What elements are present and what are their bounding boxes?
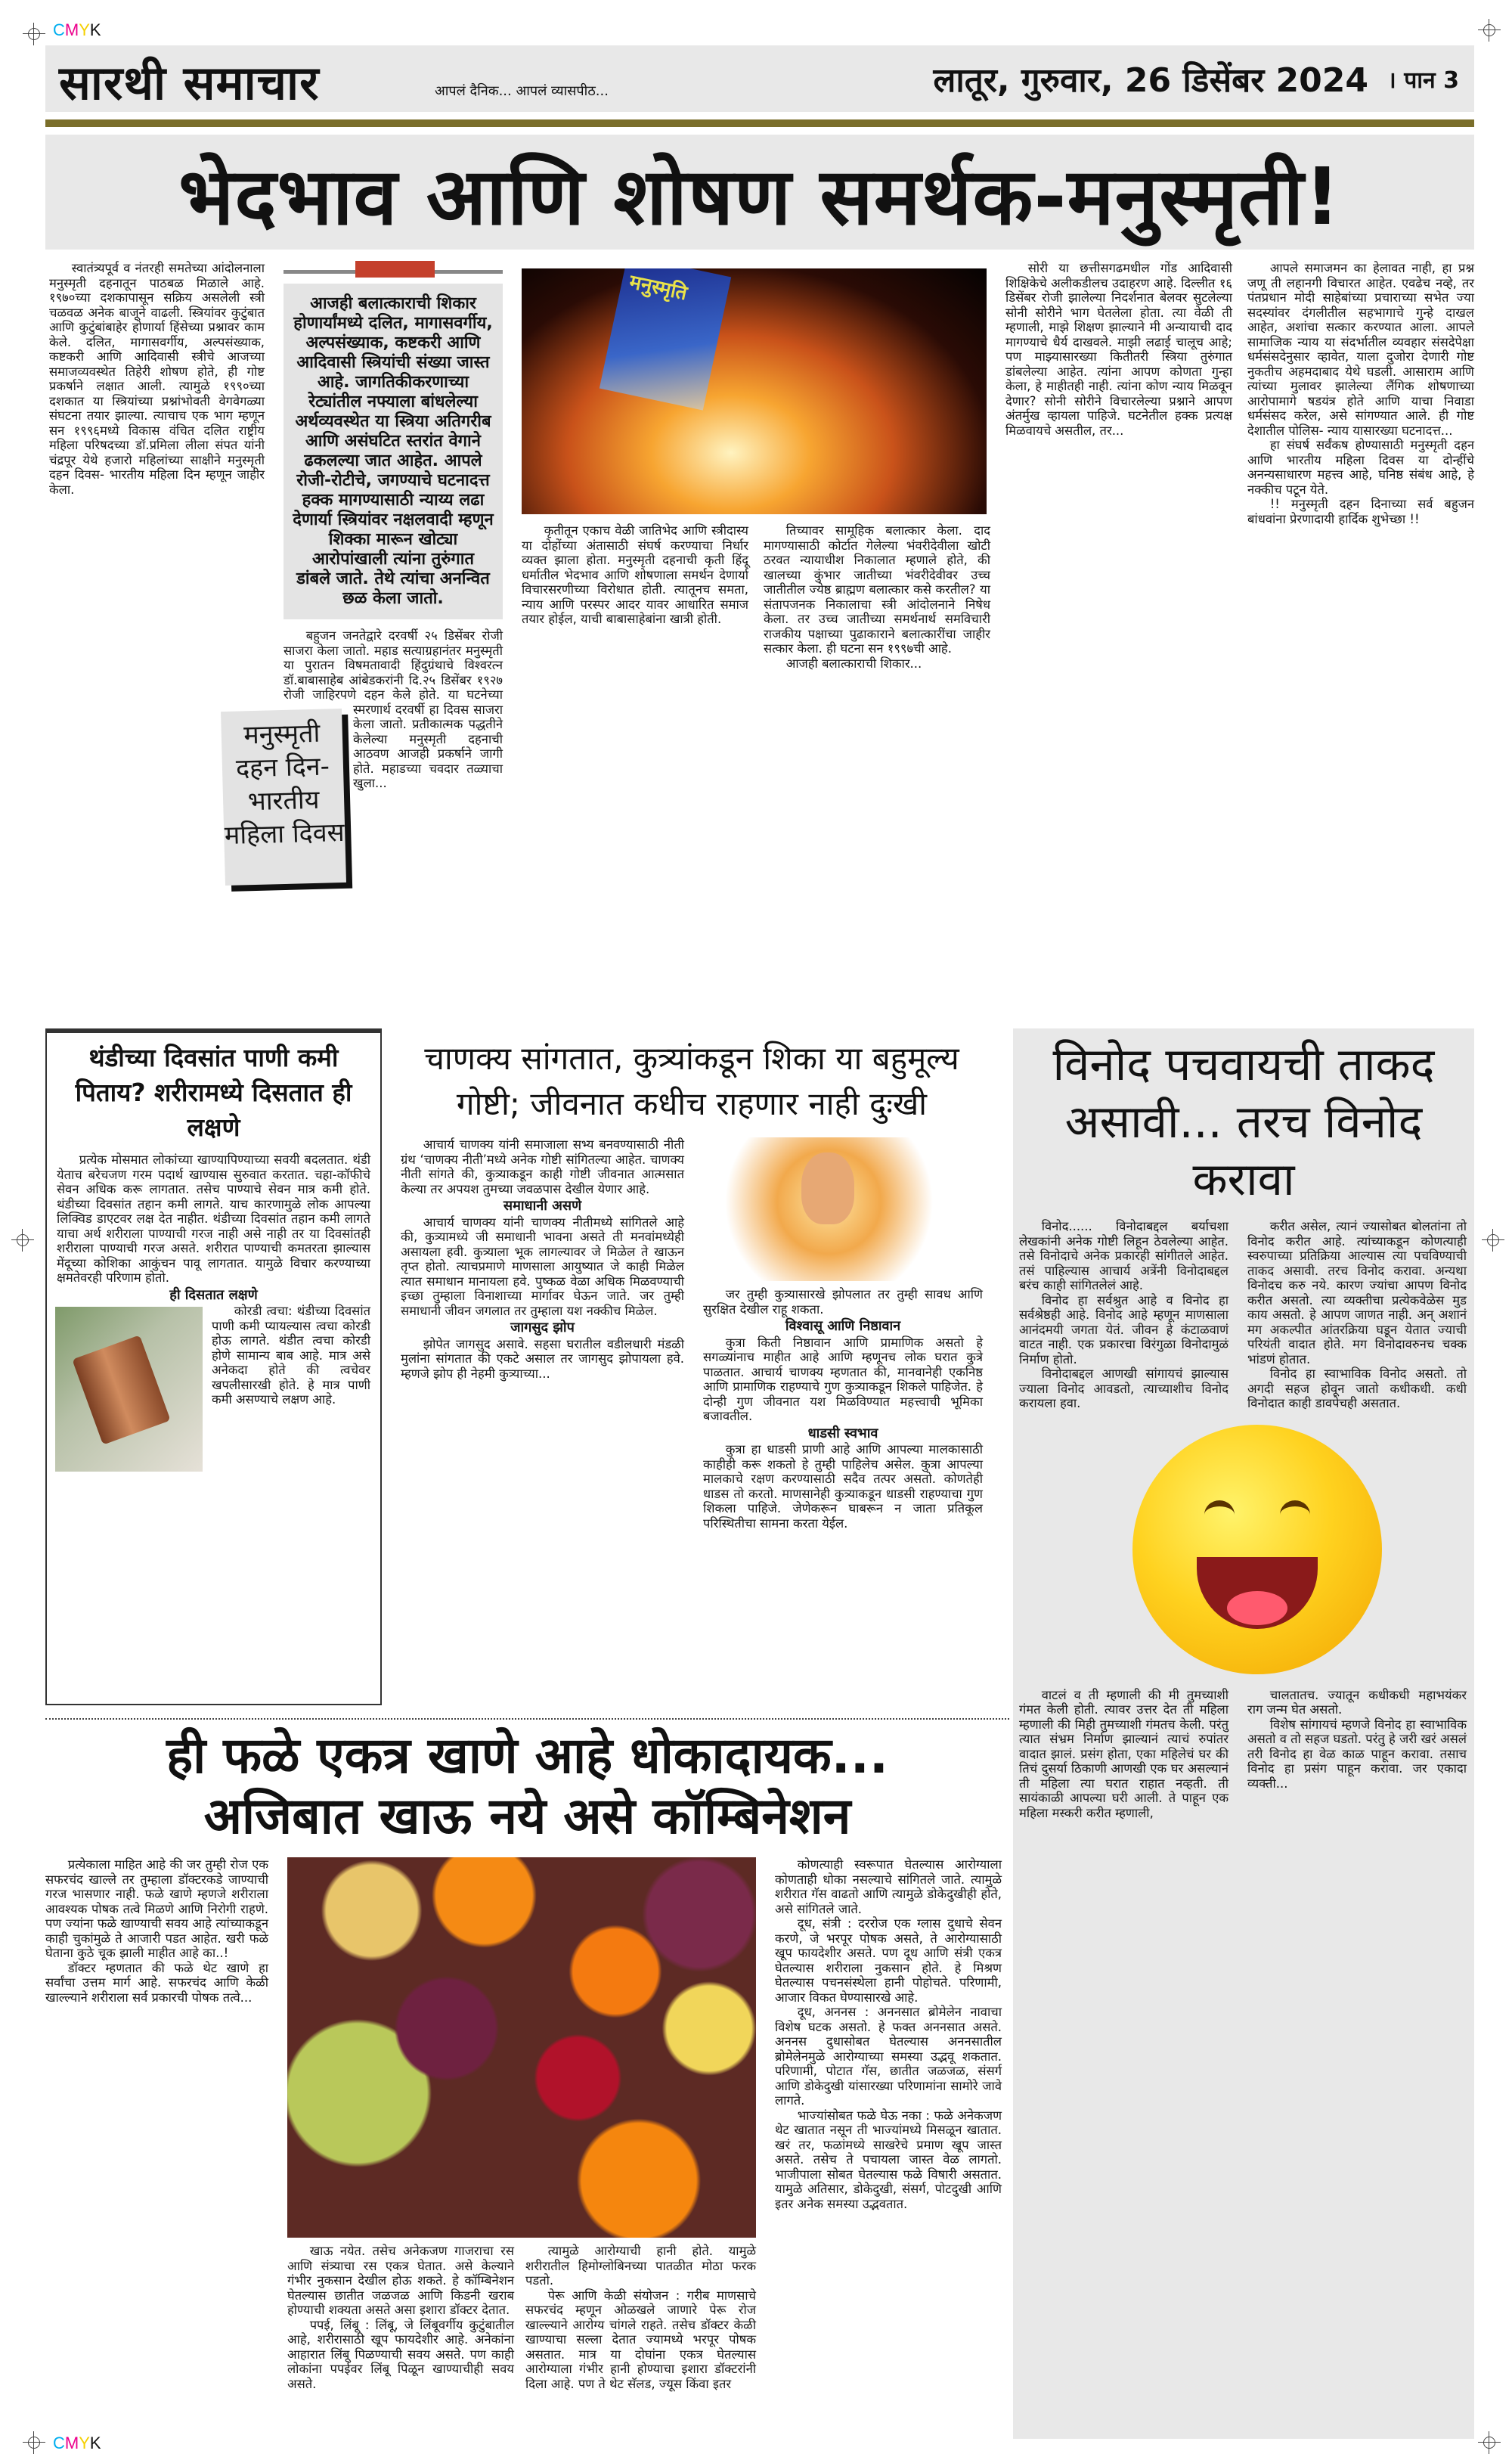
lead-headline: भेदभाव आणि शोषण समर्थक-मनुस्मृती! — [178, 150, 1341, 243]
paragraph: विनोद...... विनोदाबद्दल बर्याचशा लेखकांनी अनेक गोष्टी लिहून ठेवलेल्या आहेत. तसे विनोदाचे अनेक प्रकारही सांगीतले आहेत. तसं पाहिल्यास आचार्य अत्रेंनी विनोदाबद्दल बरंच काही सांगितलेलं आहे. — [1019, 1219, 1228, 1292]
lead-column-3 — [522, 523, 748, 627]
paragraph: डॉक्टर म्हणतात की फळे थेट खाणे हा सर्वांचा उत्तम मार्ग आहे. सफरचंद आणि केळी खाल्ल्याने शरीराला सर्व प्रकारची पोषक तत्वे... — [45, 1960, 268, 2005]
fruits-headline-line-2: अजिबात खाऊ नये असे कॉम्बिनेशन — [203, 1787, 851, 1845]
fruits-article — [45, 1718, 1009, 2391]
cmyk-mark — [53, 20, 101, 40]
paragraph-list — [1247, 1219, 1467, 1411]
fruits-middle — [287, 1857, 756, 2391]
paragraph: दूध, अननस : अननसात ब्रोमेलेन नावाचा विशेष घटक असतो. हे फक्त अननसात असते. अननस दुधासोबत घेतल्यास अननसातील ब्रोमेलेनमुळे आरोग्याच्या समस्या उद्भवू शकतात. परिणामी, पोटात गॅस, छातीत जळजळ, संसर्ग आणि डोकेदुखी यांसारख्या परिणामांना सामोरे जावे लागते. — [775, 2005, 1002, 2108]
vinod-article-box — [1013, 1028, 1474, 2439]
chanakya-headline: चाणक्य सांगतात, कुत्र्यांकडून शिका या बहुमूल्य गोष्टी; जीवनात कधीच राहणार नाही दुःखी — [424, 1040, 959, 1122]
cmyk-c: C — [53, 20, 65, 39]
pull-quote-box — [284, 284, 503, 619]
copper-jug-photo — [55, 1307, 203, 1472]
paragraph: कुत्रा हा धाडसी प्राणी आहे आणि आपल्या मालकासाठी काहीही करू शकतो हे तुम्ही पाहिलेच असेल. कुत्रा आपल्या मालकाचे रक्षण करण्यासाठी सदैव तत्पर असतो. कोणतेही धाडस तो करतो. माणसानेही कुत्र्याकडून धाडसी राहण्याचा गुण शिकला पाहिजे. जेणेकरून घाबरून न जाता प्रतिकूल परिस्थितीचा सामना करता येईल. — [703, 1442, 983, 1531]
subheading: जागसुद झोप — [510, 1320, 575, 1335]
paragraph: भाज्यांसोबत फळे घेऊ नका : फळे अनेकजण थेट खातात नसून ती भाज्यांमध्ये मिसळून खातात. खरं तर, फळांमध्ये साखरेचे प्रमाण खूप जास्त असते. तसेच ते पचायला जास्त वेळ लागतो. भाजीपाला सोबत घेतल्यास फळे विषारी असतात. यामुळे अतिसार, डोकेदुखी, संसर्ग, पोटदुखी आणि इतर अनेक समस्या उद्भवतात. — [775, 2108, 1002, 2211]
pull-quote-header — [284, 261, 503, 284]
vinod-column-1 — [1019, 1219, 1228, 1411]
newspaper-tagline: आपलं दैनिक... आपलं व्यासपीठ... — [435, 83, 609, 99]
registration-mark-icon — [1478, 19, 1501, 42]
book-title: मनुस्मृति — [627, 271, 689, 306]
paragraph: हा संघर्ष सर्वंकष होण्यासाठी मनुस्मृती दहन आणि भारतीय महिला दिवस या दोन्हींचे अनन्यसाधारण महत्त्व आहे, घनिष्ठ संबंध आहे, हे नक्कीच पटून येते. — [1247, 438, 1474, 497]
water-article-box — [45, 1028, 382, 1705]
manusmriti-burning-photo — [522, 268, 987, 514]
paragraph: आचार्य चाणक्य यांनी चाणक्य नीतीमध्ये सांगितले आहे की, कुत्र्यामध्ये जी समाधानी भावना असते ती मनवांमध्येही असायला हवी. कुत्र्याला भूक लागल्यावर जे मिळेल ते खाऊन तृप्त होतो. त्याचप्रमाणे माणसाला आयुष्यात जे काही मिळेल त्यात समाधान मानायला हवे. पुष्कळ वेळा अधिक मिळवण्याची इच्छा तुम्हाला विनाशाच्या मार्गावर घेऊन जाते. जर तुम्ही समाधानी जीवन जगलात तर तुम्हाला यश नक्कीच मिळेल. — [401, 1214, 684, 1318]
fruits-column-3 — [525, 2244, 756, 2391]
cmyk-m: M — [64, 2434, 79, 2452]
paragraph-list — [49, 261, 265, 497]
lead-column-5 — [1005, 261, 1232, 438]
paragraph-list — [287, 2244, 514, 2391]
paragraph: विनोदाबद्दल आणखी सांगायचं झाल्यास ज्याला विनोद आवडतो, त्याच्याशीच विनोद करायला हवा. — [1019, 1366, 1228, 1410]
chanakya-column-1 — [401, 1137, 684, 1381]
paragraph-list — [1019, 1219, 1228, 1411]
page-number: । पान 3 — [1387, 67, 1459, 94]
subheading: समाधानी असणे — [503, 1198, 582, 1214]
paragraph-list — [1019, 1688, 1228, 1821]
paragraph: करीत असेल, त्यानं ज्यासोबत बोलतांना तो विनोद करीत आहे. त्यांच्याकडून कोणत्याही स्वरुपाच्या प्रतिक्रिया आल्यास त्या पचविण्याची ताकद असावी. तरच विनोद करावा. अन्यथा विनोदच करु नये. कारण ज्यांचा आपण विनोद करीत असतो. त्या व्यक्तीचा प्रत्येकवेळेस मुड काय असतो. हे आपण जाणत नाही. अन् अशानं मग अकल्पीत आंतरक्रिया घडून येतात ज्याची परियंती वादात होते. मग विनोदावरुनच चक्क भांडणं होतात. — [1247, 1219, 1467, 1366]
water-headline: थंडीच्या दिवसांत पाणी कमी पिताय? शरीरामध्ये दिसतात ही लक्षणे — [75, 1043, 352, 1142]
cmyk-y: Y — [79, 2434, 90, 2452]
paragraph: चालतातच. ज्यातून कधीकधी महाभयंकर राग जन्म घेत असतो. — [1247, 1687, 1467, 1717]
newspaper-title: सारथी समाचार — [59, 55, 320, 110]
paragraph-list — [1247, 1688, 1467, 1791]
paragraph: विनोद हा सर्वश्रुत आहे व विनोद हा सर्वश्रेष्ठही आहे. विनोद आहे म्हणून माणसाला आनंदमयी जगता येतं. जीवन हे कंटाळवाणं वाटत नाही. एक प्रकारचा विरंगुळा विनोदामुळं निर्माण होतो. — [1019, 1292, 1228, 1366]
cmyk-k: K — [89, 2434, 101, 2452]
paragraph: कृतीतून एकाच वेळी जातिभेद आणि स्त्रीदास्य या दोहोंच्या अंतासाठी संघर्ष करण्याचा निर्धार व्यक्त झाला होता. मनुस्मृती दहनाची कृती हिंदू धर्मातील भेदभाव आणि शोषणाला समर्थन देणार्या विचारसरणीच्या विरोधात होती. त्यातूनच समता, न्याय आणि परस्पर आदर यावर आधारित समाज तयार होईल, याची बाबासाहेबांना खात्री होती. — [522, 523, 748, 626]
chanakya-column-2 — [703, 1287, 983, 1531]
cmyk-m: M — [64, 20, 79, 39]
paragraph: कोणत्याही स्वरूपात घेतल्यास आरोग्याला कोणताही धोका नसल्याचे सांगितले जाते. त्यामुळे शरीरात गॅस वाढतो आणि त्यामुळे डोकेदुखीही होते, असे सांगितले जाते. — [775, 1857, 1002, 1916]
fruits-column-1 — [45, 1857, 268, 2005]
paragraph-list — [401, 1137, 684, 1381]
paragraph: प्रत्येकाला माहित आहे की जर तुम्ही रोज एक सफरचंद खाल्ले तर तुम्हाला डॉक्टरकडे जाण्याची गरज भासणार नाही. फळे खाणे म्हणजे शरीराला आवश्यक पोषक तत्वे मिळणे आणि निरोगी राहणे. पण ज्यांना फळे खाण्याची सवय आहे त्यांच्याकडून काही चुकांमुळे ते आजारी पडत आहेत. खरी फळे घेताना कुठे चूक झाली माहीत आहे का..! — [45, 1857, 268, 1960]
paragraph-list — [764, 523, 990, 671]
subheading: विश्वासू आणि निष्ठावान — [785, 1318, 901, 1334]
cmyk-c: C — [53, 2434, 65, 2452]
cmyk-mark — [53, 2434, 101, 2453]
water-article-text — [57, 1152, 370, 1407]
commemoration-title: मनुस्मृती दहन दिन- भारतीय महिला दिवस — [224, 718, 345, 852]
lead-column-2 — [224, 628, 503, 852]
mixed-fruits-photo — [287, 1857, 756, 2238]
paragraph: आपले समाजमन का हेलावत नाही, हा प्रश्न जणू ती लहानगी विचारत आहेत. एवढेच नव्हे, तर पंतप्रधान मोदी साहेबांच्या प्रचाराच्या सभेत ज्या सदस्यांवर दंगलीतील सहभागाचे गुन्हे दाखल आहेत, अशांचा सत्कार करण्यात आला. आपले सामाजिक न्याय या संदर्भातील व्यवहार संसदेपेक्षा धर्मसंसदेनुसार व्हावेत, याला दुजोरा देणारी गोष्ट नुकतीच अहमदाबाद येथे घडली. आसाराम आणि त्यांच्या मुलावर झालेल्या लैंगिक शोषणाच्या आरोपामागे षडयंत्र होते आणि याचा निवाडा धर्मसंसद करेल, असे सांगण्यात आले. ही गोष्ट देशातील पोलिस- न्याय यासारख्या घटनादत्त... — [1247, 261, 1474, 438]
vinod-column-4 — [1247, 1688, 1467, 1791]
cmyk-y: Y — [79, 20, 90, 39]
paragraph: विनोद हा स्वाभाविक विनोद असतो. तो अगदी सहज होवून जातो कधीकधी. कधी विनोदात काही डावपेचही असतात. — [1247, 1366, 1467, 1410]
paragraph-list — [522, 523, 748, 627]
chanakya-illustration — [703, 1137, 983, 1281]
paragraph: जर तुम्ही कुत्र्यासारखे झोपलात तर तुम्ही सावध आणि सुरक्षित देखील राहू शकता. — [703, 1287, 983, 1317]
pull-quote-tab — [355, 261, 435, 278]
vinod-column-2 — [1247, 1219, 1467, 1411]
paragraph: कुत्रा किती निष्ठावान आणि प्रामाणिक असतो हे सगळ्यांनाच माहीत आहे आणि म्हणूनच लोक घरात कुत्रे पाळतात. आचार्य चाणक्य म्हणतात की, मानवानेही एकनिष्ठ आणि प्रामाणिक राहण्याचे गुण कुत्र्याकडून शिकले पाहिजेत. हे दोन्ही गुण जीवनात यश मिळविण्यात महत्त्वाची भूमिका बजावतील. — [703, 1335, 983, 1423]
lead-column-6 — [1247, 261, 1474, 526]
paragraph: तिच्यावर सामूहिक बलात्कार केला. दाद मागण्यासाठी कोर्टात गेलेल्या भंवरीदेवीला खोटी ठरवत न्यायाधीश निकालात म्हणाले होते, की खालच्या कुंभार जातीच्या भंवरीदेवीवर उच्च जातीतील ज्येष्ठ ब्राह्मण बलात्कार कसे करतील? या संतापजनक निकालाचा स्त्री आंदोलनाने निषेध केला. तर उच्च जातीच्या समर्थनार्थ समविचारी राजकीय पक्षाच्या पुढाकाराने बलात्कारींचा जाहीर सत्कार केला. ही घटना सन १९९७ची आहे. — [764, 523, 990, 656]
fruits-headline — [45, 1726, 1009, 1847]
paragraph: खाऊ नयेत. तसेच अनेकजण गाजराचा रस आणि संत्र्याचा रस एकत्र घेतात. असे केल्याने गंभीर नुकसान देखील होऊ शकते. हे कॉम्बिनेशन घेतल्यास छातीत जळजळ आणि किडनी खराब होण्याची शक्यता असते असा इशारा डॉक्टर देतात. — [287, 2244, 514, 2317]
commemoration-box — [221, 709, 346, 886]
dateline: लातूर, गुरुवार, 26 डिसेंबर 2024 — [933, 61, 1368, 100]
subheading: ही दिसतात लक्षणे — [169, 1286, 258, 1303]
paragraph: त्यामुळे आरोग्याची हानी होते. यामुळे शरीरातील हिमोग्लोबिनच्या पातळीत मोठा फरक पडतो. — [525, 2244, 756, 2288]
paragraph: प्रत्येक मोसमात लोकांच्या खाण्यापिण्याच्या सवयी बदलतात. थंडी येताच बरेचजण गरम पदार्थ खाण्यास सुरुवात करतात. चहा-कॉफीचे सेवन अधिक करू लागतात. तसेच पाण्याचे सेवन मात्र कमी होते. थंडीच्या दिवसांत तहान कमी लागते. याच कारणामुळे लोक आपल्या लिक्विड डाएटवर लक्ष देत नाहीत. थंडीच्या दिवसांत तहान कमी लागते याचा अर्थ शरीराला पाण्याची गरज नाही असे नाही तर या दिवसांतही शरीराला पाण्याची गरज असते. शरीरात पाण्याची कमतरता झाल्यास मेंदूच्या कोशिका आकुंचन पावू लागतात. यामुळे विचार करण्याच्या क्षमतेवरही परिणाम होतो. — [57, 1152, 370, 1285]
paragraph: पपई, लिंबू : लिंबू, जे लिंबूवर्गीय कुटुंबातील आहे, शरीरासाठी खूप फायदेशीर आहे. अनेकांना आहारात लिंबू पिळण्याची सवय असते. पण काही लोकांना पपईवर लिंबू पिळून खाण्याचीही सवय असते. — [287, 2317, 514, 2391]
paragraph: आचार्य चाणक्य यांनी समाजाला सभ्य बनवण्यासाठी नीती ग्रंथ ‘चाणक्य नीती’मध्ये अनेक गोष्टी सांगितल्या आहेत. चाणक्य नीती सांगते की, कुत्र्याकडून काही गोष्टी जीवनात आत्मसात केल्या तर अपयश तुमच्या जवळपास देखील येणार आहे. — [401, 1137, 684, 1196]
paragraph: विशेष सांगायचं म्हणजे विनोद हा स्वाभाविक असतो व तो सहज घडतो. परंतु हे जरी खरं असलं तरी विनोद हा वेळ काळ पाहून करावा. तसाच विनोद हा प्रसंग पाहून करावा. जर एकादा व्यक्ती... — [1247, 1717, 1467, 1791]
paragraph-list — [1005, 261, 1232, 438]
cmyk-k: K — [89, 20, 101, 39]
paragraph: कोरडी त्वचा: थंडीच्या दिवसांत पाणी कमी प्यायल्यास त्वचा कोरडी होऊ लागते. थंडीत त्वचा कोरडी होणे सामान्य बाब आहे. मात्र असे अनेकदा होते की त्वचेवर खपलीसारखी होते. हे मात्र पाणी कमी असण्याचे लक्षण आहे. — [212, 1304, 370, 1407]
masthead-rule — [45, 119, 1474, 127]
vinod-headline: विनोद पचवायची ताकद असावी... तरच विनोद करावा — [1052, 1038, 1435, 1206]
masthead — [45, 45, 1474, 112]
paragraph: दूध, संत्री : दररोज एक ग्लास दुधाचे सेवन करणे, जे भरपूर पोषक असते, ते आरोग्यासाठी खूप फायदेशीर असते. पण दूध आणि संत्री एकत्र घेतल्यास शरीराला नुकसान होते. हे मिश्रण घेतल्यास पचनसंस्थेला हानी पोहोचते. परिणामी, आजार विकत घेण्यासारखे आहे. — [775, 1916, 1002, 2005]
pull-quote-text: आजही बलात्काराची शिकार होणार्यांमध्ये दलित, मागासवर्गीय, अल्पसंख्याक, कष्टकरी आणि आदिवासी स्त्रियांची संख्या जास्त आहे. जागतिकीकरणाच्या रेट्यांतील नफ्याला बांधलेल्या अर्थव्यवस्थेत या स्त्रिया अतिगरीब आणि असंघटित स्तरांत वेगाने ढकलल्या जात आहेत. आपले रोजी-रोटीचे, जगण्याचे घटनादत्त हक्क मागण्यासाठी न्याय्य लढा देणार्या स्त्रियांवर नक्षलवादी म्हणून शिक्का मारून खोट्या आरोपांखाली त्यांना तुरुंगात डांबले जाते. तेथे त्यांचा अनन्वित छळ केला जातो. — [293, 294, 494, 608]
chanakya-column-2-wrapper — [703, 1137, 983, 1531]
fruits-column-4 — [775, 1857, 1002, 2211]
paragraph: सोरी या छत्तीसगढमधील गोंड आदिवासी शिक्षिकेचे अलीकडीलच उदाहरण आहे. दिल्लीत १६ डिसेंबर रोजी झालेल्या निदर्शनात बेलवर सुटलेल्या सोनी सोरीने भाग घेतलेला होता. त्या वेळी ती म्हणाली, माझे शिक्षण झाल्याने मी अन्यायाची दाद मागण्याचे धैर्य दाखवले. माझी लढाई चालूच आहे; पण माझ्यासारख्या कितीतरी स्त्रिया तुरुंगात डांबलेल्या आहेत. त्यांना आपण कोणता गुन्हा केला, हे माहीतही नाही. त्यांना कोण न्याय मिळवून देणार? सोनी सोरीने विचारलेल्या प्रश्नाने आपण अंतर्मुख व्हायला पाहिजे. घटनेतील हक्क प्रत्यक्ष मिळवायचे असतील, तर... — [1005, 261, 1232, 438]
lead-column-4 — [764, 523, 990, 671]
paragraph-list — [525, 2244, 756, 2391]
registration-mark-icon — [23, 2431, 45, 2454]
paragraph: बहुजन जनतेद्वारे दरवर्षी २५ डिसेंबर रोजी साजरा केला जातो. महाड सत्याग्रहानंतर मनुस्मृती या पुरातन विषमतावादी हिंदुग्रंथाचे विश्वरत्न डॉ.बाबासाहेब आंबेडकरांनी दि.२५ डिसेंबर १९२७ रोजी जाहिरपणे दहन केले होते. या घटनेच्या स्मरणार्थ दरवर्षी हा दिवस साजरा केला जातो. प्रतीकात्मक पद्धतीने केलेल्या मनुस्मृती दहनाची आठवण आजही प्रकर्षाने जागी होते. महाडच्या चवदार तळ्याचा खुला... — [284, 628, 503, 790]
laughing-emoji-image — [1132, 1425, 1382, 1674]
fruits-column-2 — [287, 2244, 514, 2391]
paragraph: झोपेत जागसुद असावे. सहसा घरातील वडीलधारी मंडळी मुलांना सांगतात की एकटे असाल तर जागसुद झोपायला हवे. म्हणजे झोप ही नेहमी कुत्र्याच्या... — [401, 1336, 684, 1381]
paragraph: पेरू आणि केळी संयोजन : गरीब माणसाचे सफरचंद म्हणून ओळखले जाणारे पेरू रोज खाल्ल्याने आरोग्य चांगले राहते. तसेच डॉक्टर केळी खाण्याचा सल्ला देतात ज्यामध्ये भरपूर पोषक असतात. मात्र या दोघांना एकत्र घेतल्यास आरोग्याला गंभीर हानी होण्याचा इशारा डॉक्टरांनी दिला आहे. पण ते थेट सॅलड, ज्यूस किंवा इतर — [525, 2288, 756, 2391]
lead-column-2-wrapper — [224, 261, 503, 884]
registration-mark-icon — [1482, 1229, 1504, 1252]
registration-mark-icon — [11, 1229, 34, 1252]
paragraph: स्वातंत्र्यपूर्व व नंतरही समतेच्या आंदोलनाला मनुस्मृती दहनातून पाठबळ मिळाले आहे. १९७०च्या दशकापासून सक्रिय असलेली स्त्री चळवळ अनेक बाजूने वाढली. स्त्रियांवर कुटुंबात आणि कुटुंबांबाहेर होणार्या हिंसेच्या प्रश्नावर काम केले. दलित, मागासवर्गीय, अल्पसंख्याक, कष्टकरी आणि आदिवासी स्त्रीचे आजच्या समाजव्यवस्थेत तिहेरी शोषण होते, ही गोष्ट प्रकर्षाने लक्षात आली. त्यामुळे १९९०च्या दशकात या स्त्रियांच्या प्रश्नांभोवती वेगवेगळ्या संघटना तयार झाल्या. त्याचाच एक भाग म्हणून सन १९९६मध्ये विकास वंचित दलित राष्ट्रीय महिला परिषदच्या डॉ.प्रमिला लीला संपत यांनी चंद्रपूर येथे हजारो महिलांच्या साक्षीने मनुस्मृती दहन दिवस- भारतीय महिला दिन म्हणून जाहीर केला. — [49, 261, 265, 497]
paragraph: !! मनुस्मृती दहन दिनाच्या सर्व बहुजन बांधवांना प्रेरणादायी हार्दिक शुभेच्छा !! — [1247, 497, 1474, 526]
paragraph: वाटलं व ती म्हणाली की मी तुमच्याशी गंमत केली होती. त्यावर उत्तर देत ती महिला म्हणाली की मिही तुमच्याशी गंमतच केली. परंतु त्यात संभ्रम निर्माण झाल्यानं त्याचं रुपांतर वादात झालं. प्रसंग होता, एका महिलेचं घर की तिचं दुसर्या ठिकाणी आणखी एक घर असल्यानं ती महिला त्या घरात राहात नव्हती. ती सायंकाळी आपल्या घरी आली. ते पाहून एक महिला मस्करी करीत म्हणाली, — [1019, 1687, 1228, 1820]
paragraph: आजही बलात्काराची शिकार... — [785, 656, 922, 671]
registration-mark-icon — [23, 23, 45, 45]
paragraph-list — [703, 1287, 983, 1531]
lead-headline-box — [45, 135, 1474, 250]
subheading: धाडसी स्वभाव — [807, 1425, 878, 1441]
paragraph-list — [45, 1857, 268, 2005]
vinod-column-3 — [1019, 1688, 1228, 1821]
paragraph-list — [1247, 261, 1474, 526]
registration-mark-icon — [1478, 2431, 1501, 2454]
fruits-headline-line-1: ही फळे एकत्र खाणे आहे धोकादायक... — [166, 1726, 888, 1785]
book-cover — [600, 268, 731, 411]
chanakya-article — [401, 1036, 983, 1531]
paragraph-list — [775, 1857, 1002, 2211]
